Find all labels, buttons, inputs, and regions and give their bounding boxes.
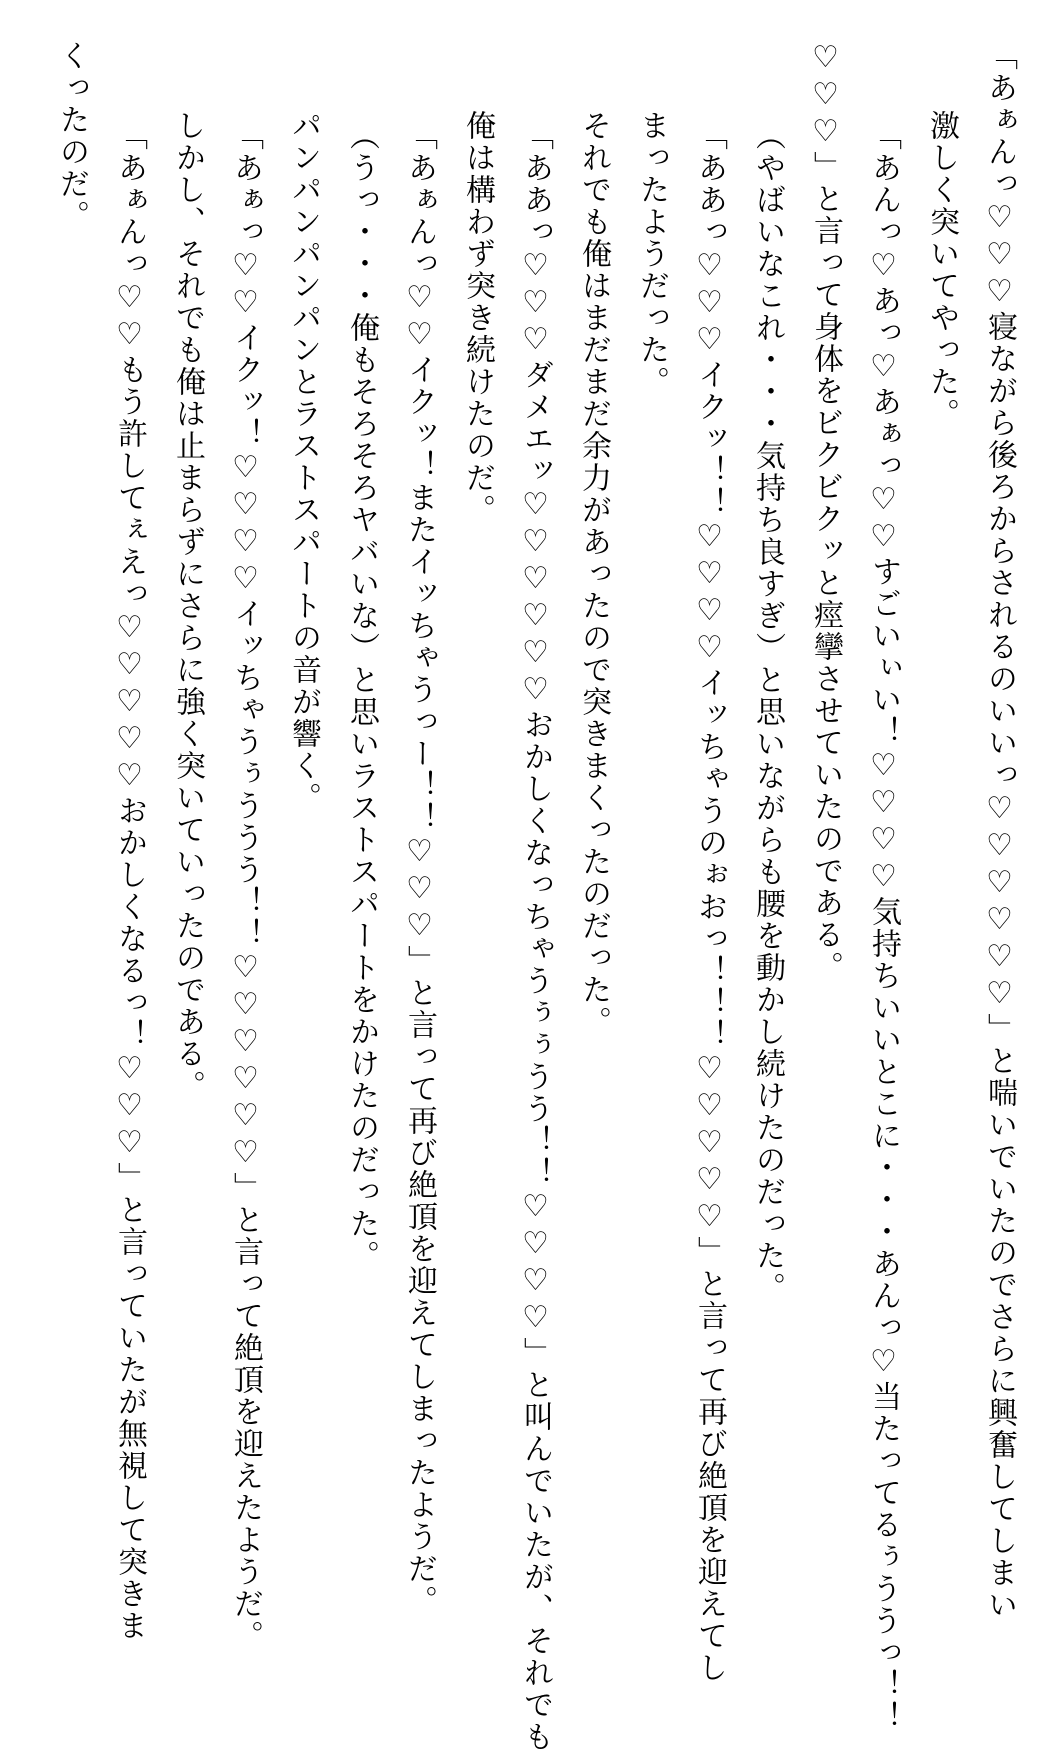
text-line: 「あぁっ♡♡イクッ！♡♡♡♡イッちゃうぅううう！！♡♡♡♡♡♡」と言って絶頂を迎えたようだ。	[228, 120, 263, 1652]
text-line: 「ああっ♡♡♡ダメエッ♡♡♡♡♡♡おかしくなっちゃうぅぅうう！！♡♡♡♡」と叫んでいたが、それでも	[518, 120, 553, 1753]
text-line: 「あぁんっ♡♡イクッ！またイッちゃうっー！！♡♡♡」と言って再び絶頂を迎えてしまったようだ。	[402, 120, 437, 1617]
text-line: 「あぁんっ♡♡♡寝ながら後ろからされるのいいっ♡♡♡♡♡♡」と喘いでいたのでさらに興奮してしまい	[982, 40, 1017, 1621]
text-line: 「あんっ♡あっ♡あぁっ♡♡すごいぃい！♡♡♡♡気持ちいいとこに・・・あんっ♡当たってるぅううっ！！	[866, 120, 901, 1733]
text-line: （うっ・・・俺もそろそろヤバいな）と思いラストスパートをかけたのだった。	[344, 120, 379, 1272]
text-line: くったのだ。	[54, 40, 89, 232]
text-line: 激しく突いてやった。	[924, 110, 959, 430]
text-line: まったようだった。	[634, 110, 669, 398]
text-line: それでも俺はまだまだ余力があったので突きまくったのだった。	[576, 110, 611, 1038]
text-line: （やばいなこれ・・・気持ち良すぎ）と思いながらも腰を動かし続けたのだった。	[750, 120, 785, 1304]
text-line: しかし、それでも俺は止まらずにさらに強く突いていったのである。	[170, 110, 205, 1102]
text-line: 「あぁんっ♡♡もう許してぇえっ♡♡♡♡♡おかしくなるっ！♡♡♡」と言っていたが無視して突きま	[112, 120, 147, 1642]
text-line: パンパンパンパンとラストスパートの音が響く。	[286, 110, 321, 814]
text-line: ♡♡♡」と言って身体をビクビクッと痙攣させていたのである。	[808, 40, 843, 983]
text-line: 「ああっ♡♡♡イクッ！！♡♡♡♡イッちゃうのぉおっ！！！♡♡♡♡♡」と言って再び絶頂を迎えてし	[692, 120, 727, 1684]
text-line: 俺は構わず突き続けたのだ。	[460, 110, 495, 526]
